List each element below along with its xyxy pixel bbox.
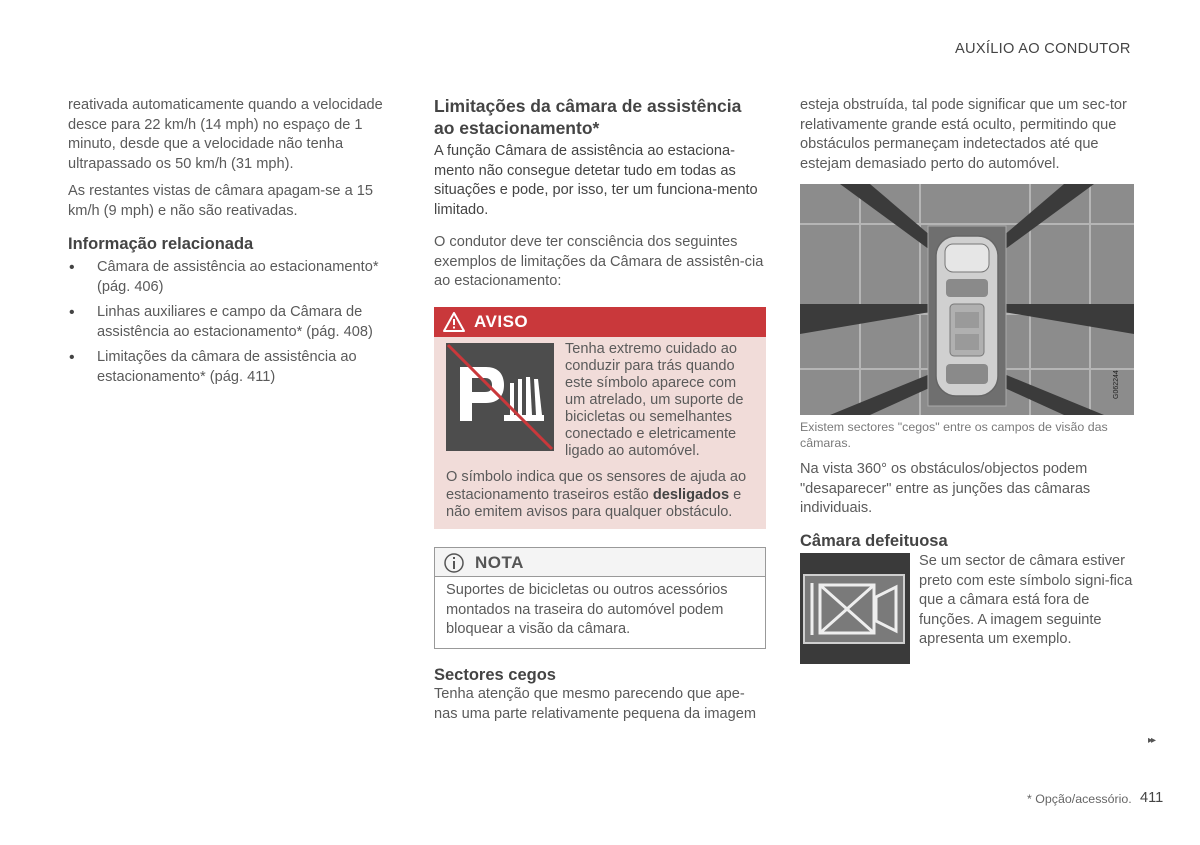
related-list <box>68 258 396 387</box>
warning-title: AVISO <box>474 312 529 331</box>
next-page-arrows-icon[interactable]: ▸▸ <box>1148 735 1155 746</box>
column-1 <box>68 96 396 393</box>
parking-sensor-off-icon <box>446 343 554 451</box>
related-link[interactable]: • Linhas auxiliares e campo da Câmara de assistência ao estacionamento* (pág. 408) <box>68 303 396 342</box>
note-text: Suportes de bicicletas ou outros acessórios montados na traseira do automóvel podem bloquear a visão da câmara. <box>446 582 728 637</box>
warning-text: Tenha extremo cuidado ao conduzir para trás quando este símbolo aparece com um atrelado, um suporte de bicicletas ou semelhantes conectado e eletricamente ligado ao automóvel. <box>565 341 744 459</box>
related-link[interactable]: • Limitações da câmara de assistência ao estacionamento* (pág. 411) <box>68 348 396 387</box>
related-link[interactable]: • Câmara de assistência ao estacionamento* (pág. 406) <box>68 258 396 297</box>
paragraph: Na vista 360° os obstáculos/objectos podem "desaparecer" entre as junções das câmaras individuais. <box>800 461 1091 516</box>
camera-crossed-icon <box>800 553 910 664</box>
footnote: * Opção/acessório. <box>1027 792 1132 806</box>
warning-box <box>434 307 766 529</box>
section-title: Limitações da câmara de assistência ao estacionamento* <box>434 96 742 138</box>
paragraph: Tenha atenção que mesmo parecendo que ape-nas uma parte relativamente pequena da imagem <box>434 686 757 722</box>
image-code: G062244 <box>1113 370 1120 399</box>
paragraph: A função Câmara de assistência ao estaciona-mento não consegue detetar tudo em todas as situações e pode, por isso, ter um funciona-mento limitado. <box>434 143 758 218</box>
image-caption: Existem sectores "cegos" entre os campos de visão das câmaras. <box>800 420 1108 450</box>
page-number: 411 <box>1140 790 1164 806</box>
warning-text-bold: desligados <box>652 486 730 503</box>
related-info-heading: Informação relacionada <box>68 235 254 253</box>
paragraph: esteja obstruída, tal pode significar que um sec-tor relativamente grande está oculto, permitindo que obstáculos permaneçam indetectados até que estejam demasiado perto do automóvel. <box>800 97 1127 172</box>
paragraph: As restantes vistas de câmara apagam-se a 15 km/h (9 mph) e não são reativadas. <box>68 183 374 219</box>
warning-text-part: e não emitem avisos para qualquer obstáculo. <box>446 486 742 520</box>
paragraph: O condutor deve ter consciência dos seguintes exemplos de limitações da Câmara de assistên-cia ao estacionamento: <box>434 234 764 289</box>
blind-sectors-section <box>434 665 768 724</box>
info-icon <box>443 552 465 574</box>
paragraph: reativada automaticamente quando a velocidade desce para 22 km/h (14 mph) no espaço de 1 minuto, desde que a velocidade não tenha ultrapassado os 50 km/h (31 mph). <box>68 97 383 172</box>
defective-camera-heading: Câmara defeituosa <box>800 532 948 550</box>
column-2 <box>434 95 766 292</box>
blind-sectors-heading: Sectores cegos <box>434 666 556 684</box>
parking-sensor-off-symbol <box>446 343 554 451</box>
column-3 <box>800 96 1134 174</box>
note-box <box>434 547 766 649</box>
camera-failure-symbol <box>800 553 910 664</box>
section-header: AUXÍLIO AO CONDUTOR <box>955 41 1131 57</box>
warning-triangle-icon <box>442 311 466 333</box>
car-top-view-illustration <box>800 184 1134 415</box>
paragraph: Se um sector de câmara estiver preto com este símbolo signi-fica que a câmara está fora de funções. A imagem seguinte apresenta um exemplo. <box>919 553 1133 647</box>
warning-text-part: O símbolo indica que os sensores de ajuda ao estacionamento traseiros estão <box>446 469 747 503</box>
camera-360-image <box>800 184 1134 415</box>
note-title: NOTA <box>475 553 524 572</box>
note-header <box>435 548 765 577</box>
warning-text <box>446 469 762 522</box>
warning-header <box>434 307 766 337</box>
